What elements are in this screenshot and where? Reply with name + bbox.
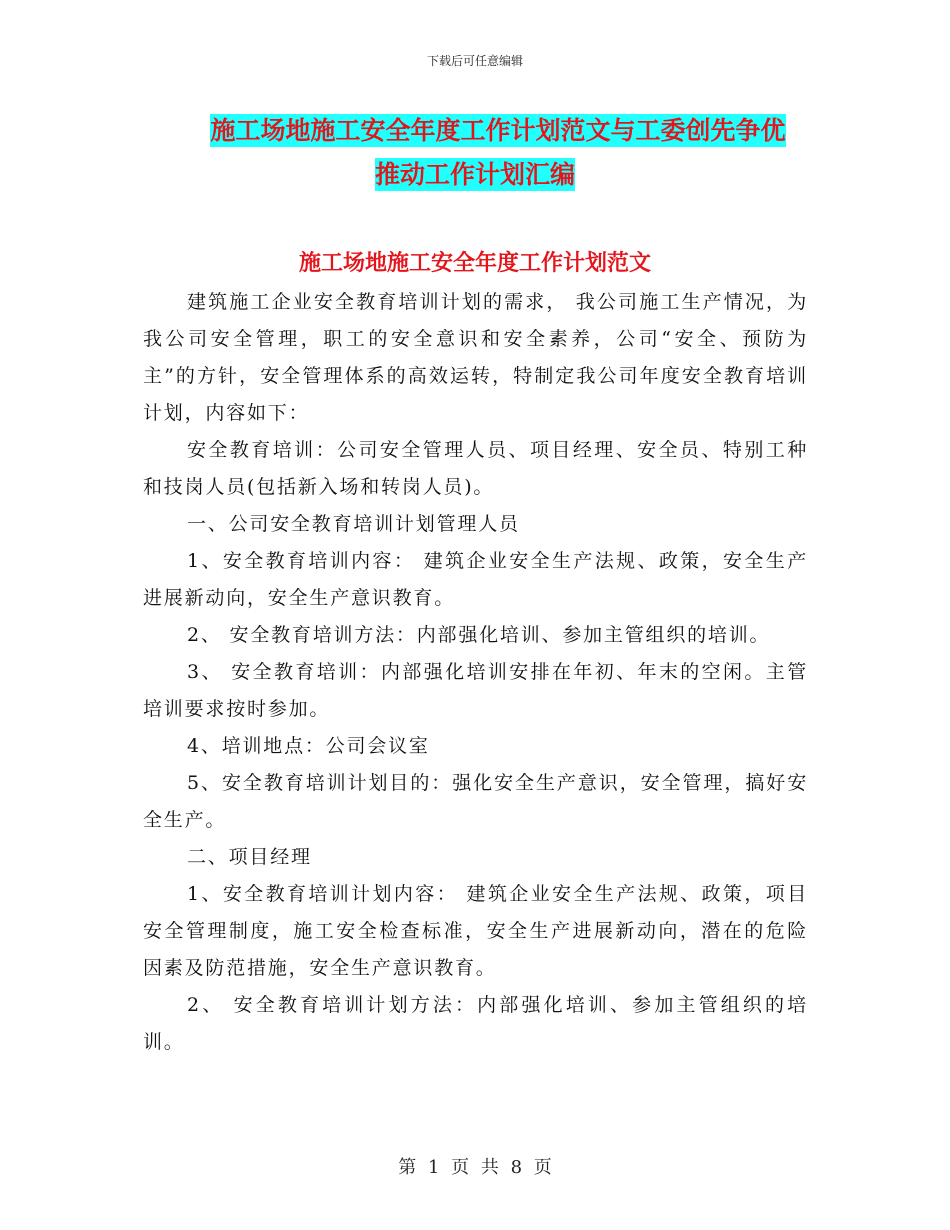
paragraph: 一、公司安全教育培训计划管理人员 — [187, 513, 520, 535]
paragraph: 1、安全教育培训内容： 建筑企业安全生产法规、政策，安全生产进展新动向，安全生产意识教育。 — [143, 550, 808, 609]
paragraph: 1、安全教育培训计划内容： 建筑企业安全生产法规、政策，项目安全管理制度，施工安全检查标准，安全生产进展新动向，潜在的危险因素及防范措施，安全生产意识教育。 — [143, 883, 808, 979]
header-note: 下载后可任意编辑 — [426, 54, 523, 68]
page-number: 第 1 页 共 8 页 — [398, 1157, 552, 1178]
main-title-line-1-text: 施工场地施工安全年度工作计划范文与工委创先争优 — [210, 116, 786, 145]
paragraph: 建筑施工企业安全教育培训计划的需求， 我公司施工生产情况，为我公司安全管理，职工的安全意识和安全素养，公司“安全、预防为主”的方针，安全管理体系的高效运转，特制定我公司年度安全教育培训计划，内容如下： — [143, 291, 808, 424]
section-title: 施工场地施工安全年度工作计划范文 — [298, 251, 651, 276]
paragraph: 2、 安全教育培训方法：内部强化培训、参加主管组织的培训。 — [187, 624, 771, 646]
paragraph: 二、项目经理 — [187, 846, 312, 868]
paragraph: 2、 安全教育培训计划方法：内部强化培训、参加主管组织的培训。 — [143, 994, 808, 1053]
paragraph: 4、培训地点：公司会议室 — [187, 735, 430, 757]
paragraph: 5、安全教育培训计划目的：强化安全生产意识，安全管理，搞好安全生产。 — [143, 772, 808, 831]
main-title-line-2 — [0, 156, 950, 194]
main-title-line-1 — [0, 112, 950, 150]
paragraph: 3、 安全教育培训：内部强化培训安排在年初、年末的空闲。主管培训要求按时参加。 — [143, 661, 808, 720]
document-body — [143, 284, 808, 1061]
main-title-line-2-text: 推动工作计划汇编 — [374, 160, 575, 189]
paragraph: 安全教育培训：公司安全管理人员、项目经理、安全员、特别工种和技岗人员(包括新入场和转岗人员)。 — [143, 439, 808, 498]
